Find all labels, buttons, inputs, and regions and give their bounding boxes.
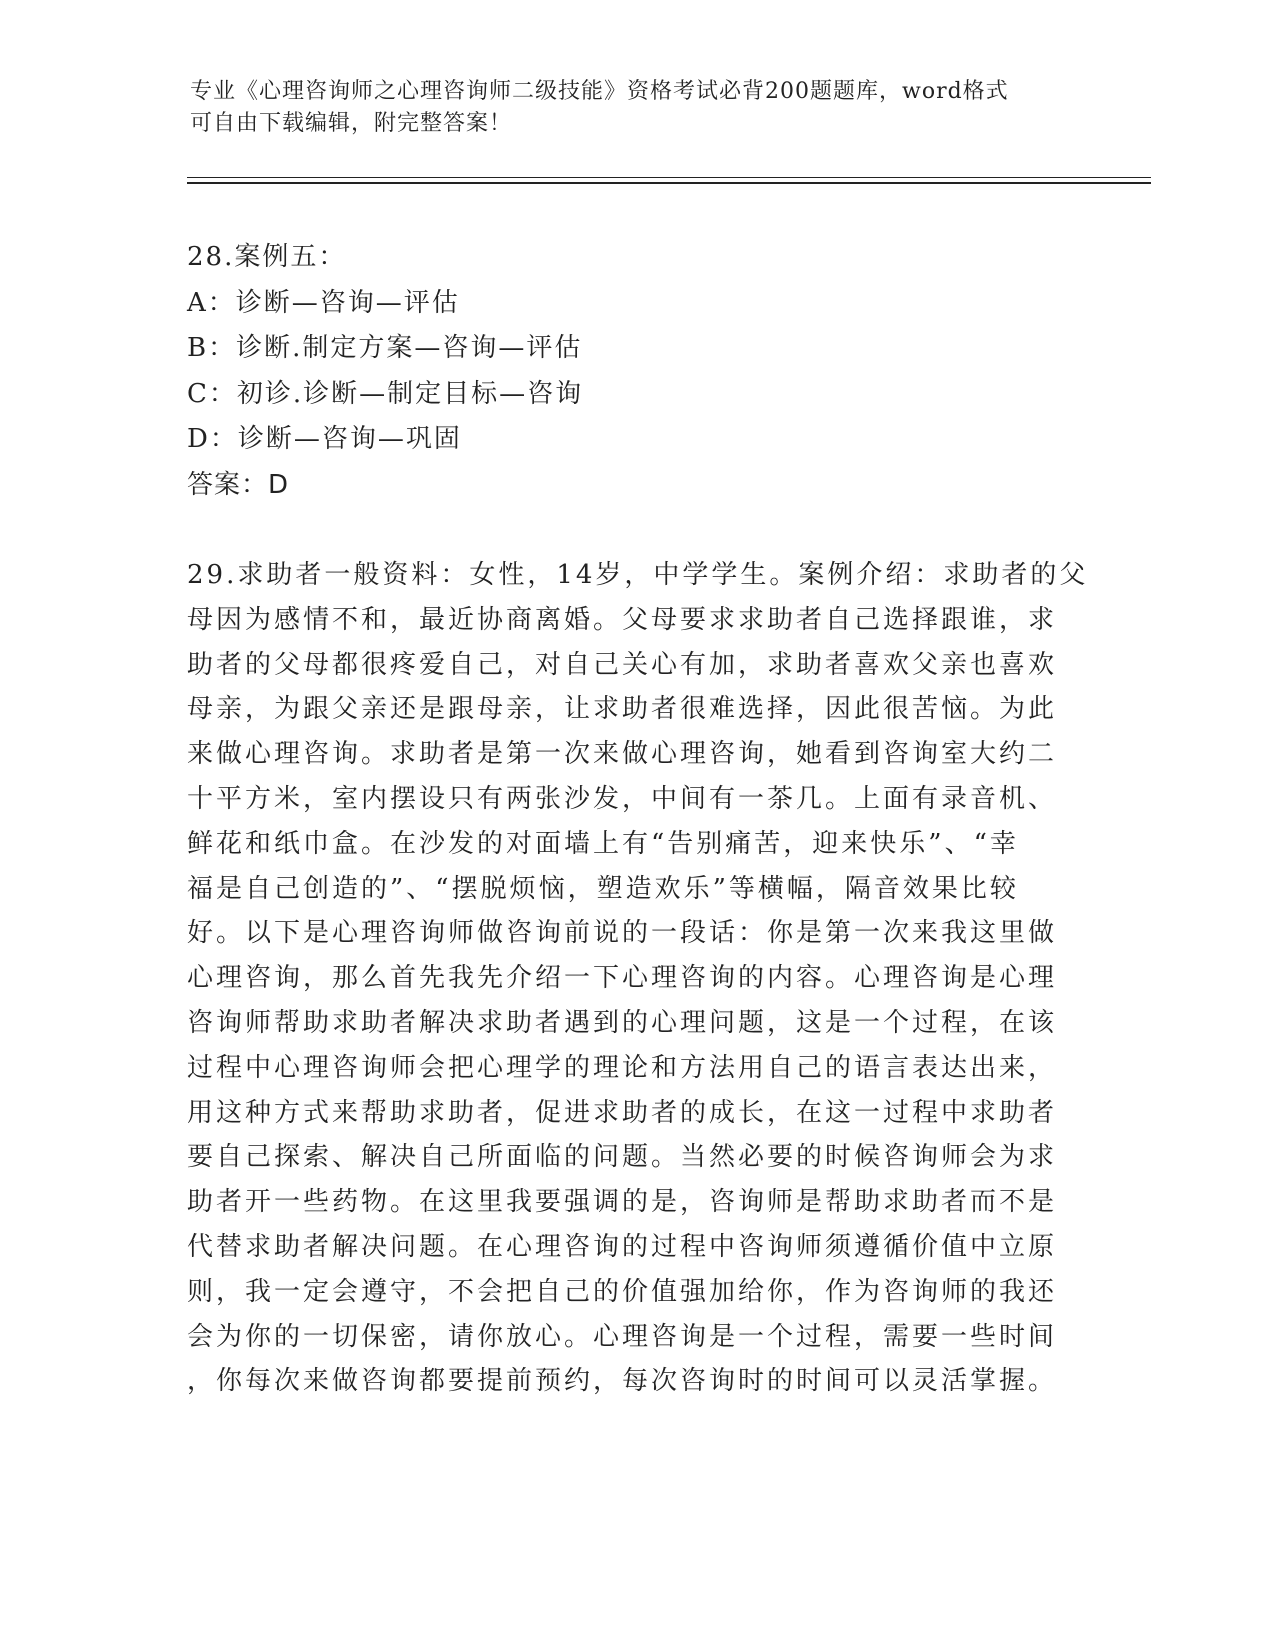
question-29-line: 则，我一定会遵守，不会把自己的价值强加给你，作为咨询师的我还 xyxy=(187,1276,1058,1307)
question-29-line: 鲜花和纸巾盒。在沙发的对面墙上有“告别痛苦，迎来快乐”、“幸 xyxy=(187,828,1019,859)
header-divider-thin xyxy=(187,177,1151,178)
question-29-line: 助者的父母都很疼爱自己，对自己关心有加，求助者喜欢父亲也喜欢 xyxy=(187,649,1058,680)
question-29-line: 过程中心理咨询师会把心理学的理论和方法用自己的语言表达出来， xyxy=(187,1052,1058,1083)
question-29-line: 来做心理咨询。求助者是第一次来做心理咨询，她看到咨询室大约二 xyxy=(187,739,1058,770)
option-d: D：诊断—咨询—巩固 xyxy=(187,424,462,454)
question-28 xyxy=(187,235,1087,508)
header-divider-thick xyxy=(187,182,1151,184)
document-header xyxy=(190,76,1070,140)
question-29-line: 会为你的一切保密，请你放心。心理咨询是一个过程，需要一些时间 xyxy=(187,1321,1058,1352)
question-29-line: 福是自己创造的”、“摆脱烦恼，塑造欢乐”等横幅，隔音效果比较 xyxy=(187,873,1019,904)
question-29-line: 29.求助者一般资料：女性，14岁，中学学生。案例介绍：求助者的父 xyxy=(187,560,1089,590)
option-c: C：初诊.诊断—制定目标—咨询 xyxy=(187,378,584,409)
question-29-line: 用这种方式来帮助求助者，促进求助者的成长，在这一过程中求助者 xyxy=(187,1097,1058,1128)
question-29-line: 母亲，为跟父亲还是跟母亲，让求助者很难选择，因此很苦恼。为此 xyxy=(187,694,1058,725)
header-line-1: 专业《心理咨询师之心理咨询师二级技能》资格考试必背200题题库，word格式 xyxy=(190,79,1009,104)
question-29-line: 十平方米，室内摆设只有两张沙发，中间有一茶几。上面有录音机、 xyxy=(187,783,1058,814)
question-stem: 28.案例五： xyxy=(187,242,347,272)
question-29-line: 咨询师帮助求助者解决求助者遇到的心理问题，这是一个过程，在该 xyxy=(187,1007,1058,1038)
question-29-line: 助者开一些药物。在这里我要强调的是，咨询师是帮助求助者而不是 xyxy=(187,1187,1058,1218)
question-29-line: 心理咨询，那么首先我先介绍一下心理咨询的内容。心理咨询是心理 xyxy=(187,963,1058,994)
question-29-line: 好。以下是心理咨询师做咨询前说的一段话：你是第一次来我这里做 xyxy=(187,918,1058,949)
header-line-2: 可自由下载编辑，附完整答案！ xyxy=(190,111,513,136)
question-29 xyxy=(187,553,1089,1404)
option-b: B：诊断.制定方案—咨询—评估 xyxy=(187,333,583,363)
question-29-line: 代替求助者解决问题。在心理咨询的过程中咨询师须遵循价值中立原 xyxy=(187,1231,1058,1262)
question-29-line: ，你每次来做咨询都要提前预约，每次咨询时的时间可以灵活掌握。 xyxy=(187,1366,1058,1397)
answer-text: 答案：D xyxy=(187,469,290,500)
question-29-line: 要自己探索、解决自己所面临的问题。当然必要的时候咨询师会为求 xyxy=(187,1142,1058,1173)
option-a: A：诊断—咨询—评估 xyxy=(187,287,460,318)
question-29-line: 母因为感情不和，最近协商离婚。父母要求求助者自己选择跟谁，求 xyxy=(187,604,1058,635)
